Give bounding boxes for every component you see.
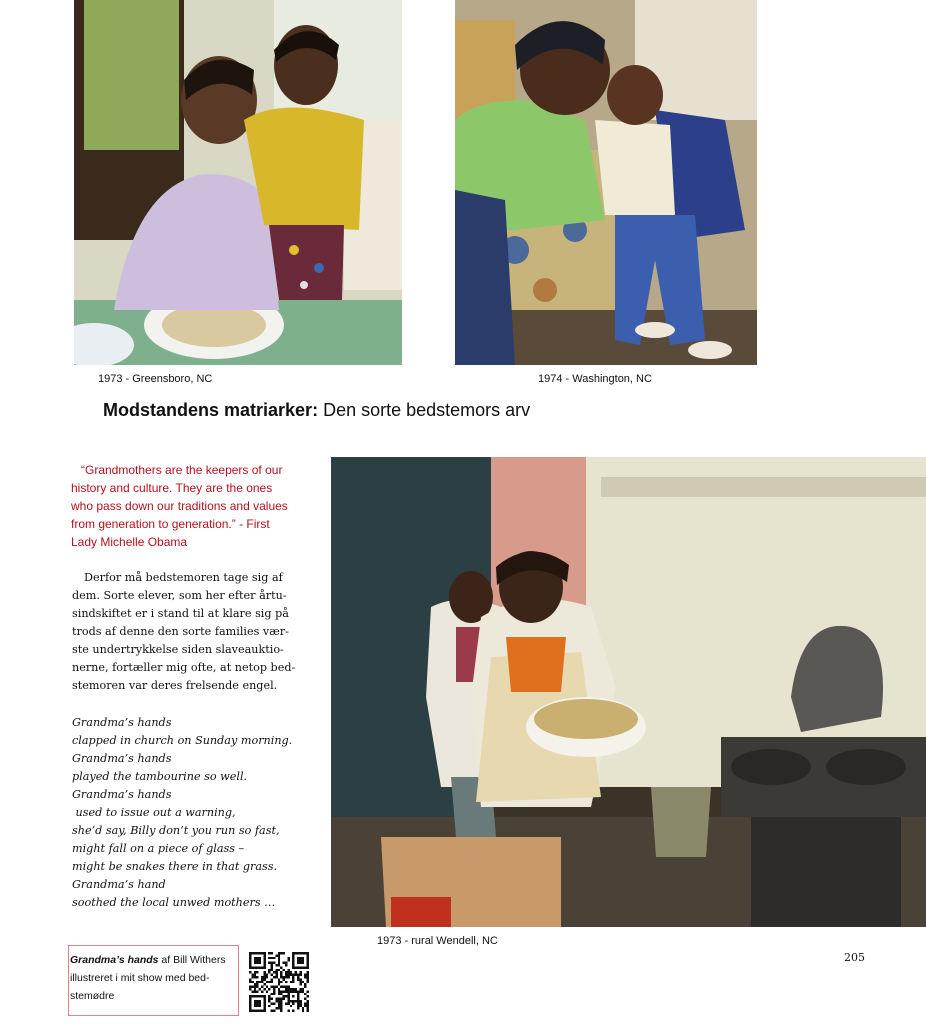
quote-line: who pass down our traditions and values: [71, 499, 288, 513]
page-number: 205: [844, 951, 865, 964]
qr-code[interactable]: [249, 952, 309, 1012]
section-title-bold: Modstandens matriarker:: [103, 400, 319, 420]
poem-line: used to issue out a warning,: [72, 806, 236, 819]
poem-line: might be snakes there in that grass.: [72, 860, 278, 873]
poem-line: she’d say, Billy don’t you run so fast,: [72, 824, 280, 837]
poem-line: played the tambourine so well.: [72, 770, 248, 783]
photo-washington: [455, 0, 757, 365]
body-line: stemoren var deres frelsende engel.: [72, 679, 278, 692]
body-line: dem. Sorte elever, som her efter årtu-: [72, 589, 287, 602]
poem-line: soothed the local unwed mothers …: [72, 896, 276, 909]
body-paragraph: [72, 569, 304, 695]
song-note-line: stemødre: [70, 990, 115, 1002]
caption-greensboro: 1973 - Greensboro, NC: [98, 373, 213, 385]
caption-wendell: 1973 - rural Wendell, NC: [377, 935, 498, 947]
body-line: nerne, fortæller mig ofte, at netop bed-: [72, 661, 296, 674]
quote-line: Lady Michelle Obama: [71, 535, 188, 549]
poem-line: Grandma’s hands: [72, 752, 172, 765]
poem-line: Grandma’s hands: [72, 788, 172, 801]
poem-line: might fall on a piece of glass –: [72, 842, 245, 855]
quote-line: from generation to generation.” - First: [71, 517, 270, 531]
body-line: Derfor må bedstemoren tage sig af: [84, 571, 283, 584]
poem-line: Grandma’s hand: [72, 878, 166, 891]
photo-wendell: [331, 457, 926, 927]
quote-line: history and culture. They are the ones: [71, 481, 273, 495]
body-line: sindskiftet er i stand til at klare sig på: [72, 607, 289, 620]
section-title-regular: Den sorte bedstemors arv: [318, 400, 531, 420]
body-line: trods af denne den sorte families vær-: [72, 625, 289, 638]
song-note-line: illustreret i mit show med bed-: [70, 972, 210, 984]
section-title: [103, 400, 530, 421]
poem-line: Grandma’s hands: [72, 716, 172, 729]
caption-washington: 1974 - Washington, NC: [538, 373, 652, 385]
song-title: Grandma’s hands: [70, 954, 159, 966]
poem-line: clapped in church on Sunday morning.: [72, 734, 293, 747]
quote-michelle-obama: [71, 461, 303, 551]
body-line: ste undertrykkelse siden slaveauktio-: [72, 643, 284, 656]
photo-greensboro: [74, 0, 402, 365]
poem-grandmas-hands: [72, 714, 312, 912]
quote-line: “Grandmothers are the keepers of our: [71, 463, 283, 477]
song-credit-box: [68, 945, 239, 1016]
song-credit: af Bill Withers: [158, 954, 226, 966]
